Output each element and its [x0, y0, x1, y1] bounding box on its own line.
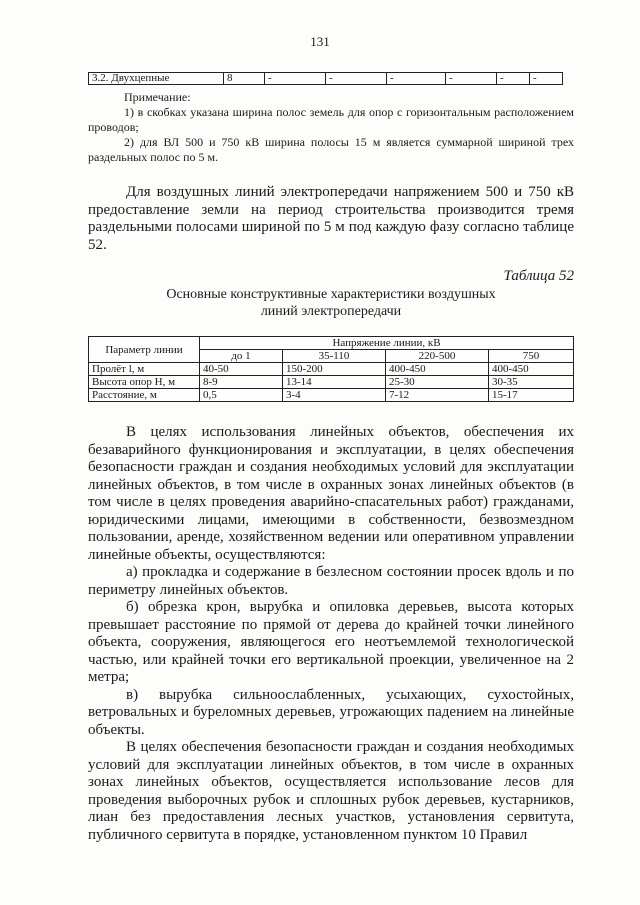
table-cell: 13-14 — [283, 376, 386, 389]
note-block — [88, 90, 574, 165]
table-cell: 8-9 — [200, 376, 283, 389]
table-cell: - — [530, 73, 563, 85]
row-label: Расстояние, м — [89, 389, 200, 402]
table-cell: 3.2. Двухцепные — [89, 73, 224, 85]
table-52 — [88, 336, 574, 402]
table-cell: 400-450 — [489, 363, 574, 376]
table-cell: 8 — [224, 73, 265, 85]
table-cell: 30-35 — [489, 376, 574, 389]
intro-paragraph-block — [88, 184, 574, 254]
header-voltage: Напряжение линии, кВ — [200, 337, 574, 350]
body-paragraph-4: в) вырубка сильноослабленных, усыхающих, сухостойных, ветровальных и буреломных деревьев, угрожающих падением на линейные объекты. — [88, 686, 574, 738]
table-cell: - — [326, 73, 387, 85]
table-cell: 3-4 — [283, 389, 386, 402]
row-label: Высота опор Н, м — [89, 376, 200, 389]
table-row — [89, 389, 574, 402]
table-cell: 15-17 — [489, 389, 574, 402]
body-paragraph-5: В целях обеспечения безопасности граждан и создания необходимых условий для эксплуатации линейных объектов, в том числе в охранных зонах линейных объектов, осуществляется использование лесов для проведения выборочных рубок и сплошных рубок деревьев, кустарников, лиан без предоставления лесных участков, установления сервитута, публичного сервитута в порядке, установленном пунктом 10 Правил — [88, 739, 574, 843]
body-paragraph-1: В целях использования линейных объектов, обеспечения их безаварийного функционирования и эксплуатации, в целях обеспечения безопасности граждан и создания необходимых условий для эксплуатации линейных объектов, в том числе в охранных зонах линейных объектов (в том числе в целях проведения аварийно-спасательных работ) гражданами, юридическими лицами, имеющими в собственности, безвозмездном пользовании, аренде, хозяйственном ведении или оперативном управлении линейные объекты, осуществляются: — [88, 424, 574, 563]
table-cell: - — [265, 73, 326, 85]
row-label: Пролёт l, м — [89, 363, 200, 376]
intro-paragraph: Для воздушных линий электропередачи напряжением 500 и 750 кВ предоставление земли на период строительства производится тремя раздельными полосами шириной по 5 м под каждую фазу согласно таблице 52. — [88, 184, 574, 253]
table-cell: - — [497, 73, 530, 85]
body-paragraph-2: а) прокладка и содержание в безлесном состоянии просек вдоль и по периметру линейных объектов. — [88, 564, 574, 598]
column-header: до 1 — [200, 350, 283, 363]
top-table-fragment — [88, 72, 563, 85]
body-paragraph-3: б) обрезка крон, вырубка и опиловка деревьев, высота которых превышает расстояние по прямой от дерева до крайней точки линейного объекта, сооружения, являющегося его неотъемлемой технологической частью, или крайней точки его вертикальной проекции, увеличенное на 2 метра; — [88, 599, 574, 685]
table-title-line-1: Основные конструктивные характеристики воздушных — [166, 287, 496, 302]
table-cell: 150-200 — [283, 363, 386, 376]
table-cell: 400-450 — [386, 363, 489, 376]
body-text — [88, 424, 574, 844]
table-cell: 0,5 — [200, 389, 283, 402]
page-number: 131 — [310, 34, 330, 49]
table-title-line-2: линий электропередачи — [260, 304, 402, 319]
header-param: Параметр линии — [89, 337, 200, 363]
table-row — [89, 376, 574, 389]
table-header-row — [89, 337, 574, 350]
table-title — [88, 286, 574, 320]
table-row — [89, 73, 563, 85]
table-cell: - — [387, 73, 446, 85]
column-header: 220-500 — [386, 350, 489, 363]
table-cell: 25-30 — [386, 376, 489, 389]
table-cell: 7-12 — [386, 389, 489, 402]
note-item-2: 2) для ВЛ 500 и 750 кВ ширина полосы 15 м является суммарной шириной трех раздельных полос по 5 м. — [88, 135, 574, 164]
note-item-1: 1) в скобках указана ширина полос земель для опор с горизонтальным расположением проводов; — [88, 105, 574, 134]
note-heading: Примечание: — [124, 90, 191, 104]
table-cell: 40-50 — [200, 363, 283, 376]
table-caption: Таблица 52 — [503, 268, 574, 284]
column-header: 35-110 — [283, 350, 386, 363]
table-row — [89, 363, 574, 376]
column-header: 750 — [489, 350, 574, 363]
table-cell: - — [446, 73, 497, 85]
